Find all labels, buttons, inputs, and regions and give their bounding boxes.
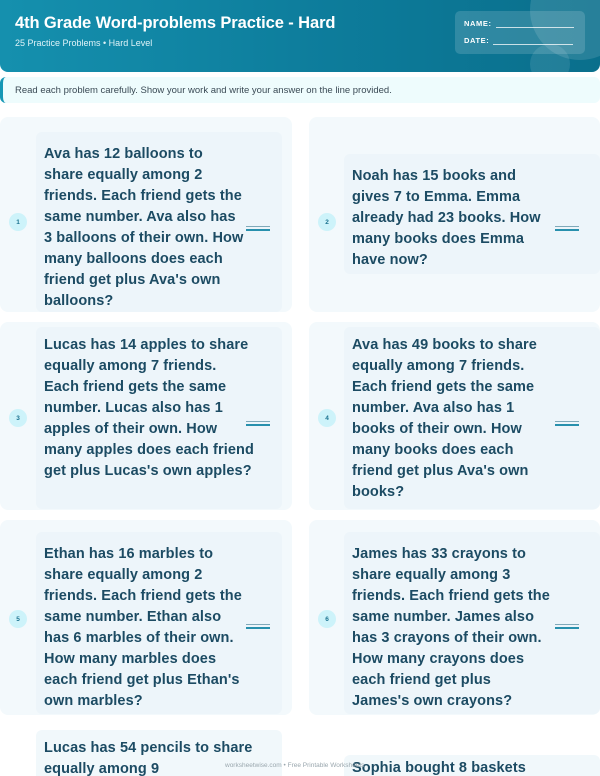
name-field[interactable] [464,19,574,28]
answer-line[interactable] [246,226,270,231]
date-field[interactable] [464,36,573,45]
instructions-box: Read each problem carefully. Show your work and write your answer on the line provided. [0,77,600,103]
problem-text: Ava has 49 books to share equally among 7 friends. Each friend gets the same number. Ava also has 1 books of their own. How many books does each friend get plus Ava's own books? [352,337,537,500]
problem-number-badge: 3 [9,409,27,427]
answer-line[interactable] [246,421,270,426]
problem-text: Lucas has 14 apples to share equally among 7 friends. Each friend gets the same number. Lucas also has 1 apples of their own. How many apples does each friend get plus Lucas's own apples? [44,337,254,479]
problem-card [309,117,600,312]
problem-textbox [36,132,282,312]
answer-line[interactable] [555,226,579,231]
name-date-box [455,11,585,54]
problem-card [0,117,292,312]
problem-textbox [344,532,600,714]
problem-textbox [344,154,600,274]
problem-textbox [344,755,600,776]
problem-text: Noah has 15 books and gives 7 to Emma. Emma already had 23 books. How many books does Emma have now? [352,168,541,268]
problem-textbox [344,327,600,509]
problem-text: Sophia bought 8 baskets [352,760,526,776]
page-title: 4th Grade Word-problems Practice - Hard [15,14,336,32]
problem-card [0,520,292,715]
problem-text: Ethan has 16 marbles to share equally among 2 friends. Each friend gets the same number. Ethan also has 6 marbles of their own. How many marbles does each friend get plus Ethan's own marbles? [44,546,242,709]
problem-number-badge: 5 [9,610,27,628]
problem-text: Lucas has 54 pencils to share equally among 9 [44,740,253,776]
date-line[interactable] [493,44,573,45]
problem-textbox [36,532,282,714]
name-line[interactable] [496,27,574,28]
problem-card [309,520,600,715]
problem-textbox [36,730,282,776]
answer-line[interactable] [555,421,579,426]
date-label: DATE: [464,36,490,45]
worksheet-header [0,0,600,72]
problem-number-badge: 6 [318,610,336,628]
answer-line[interactable] [246,624,270,629]
footer-text: worksheetwise.com • Free Printable Worksheets [225,762,365,769]
problem-textbox [36,327,282,509]
problem-number-badge: 2 [318,213,336,231]
problem-number-badge: 4 [318,409,336,427]
problem-number-badge: 1 [9,213,27,231]
answer-line[interactable] [555,624,579,629]
problem-card [0,322,292,510]
page-subtitle: 25 Practice Problems • Hard Level [15,38,153,48]
name-label: NAME: [464,19,492,28]
problem-text: James has 33 crayons to share equally among 3 friends. Each friend gets the same number. James also has 3 crayons of their own. How many crayons does each friend get plus James's own crayons? [352,546,550,709]
problem-text: Ava has 12 balloons to share equally among 2 friends. Each friend gets the same number. Ava also has 3 balloons of their own. How many balloons does each friend get plus Ava's own balloons? [44,146,244,309]
problem-card [309,322,600,510]
